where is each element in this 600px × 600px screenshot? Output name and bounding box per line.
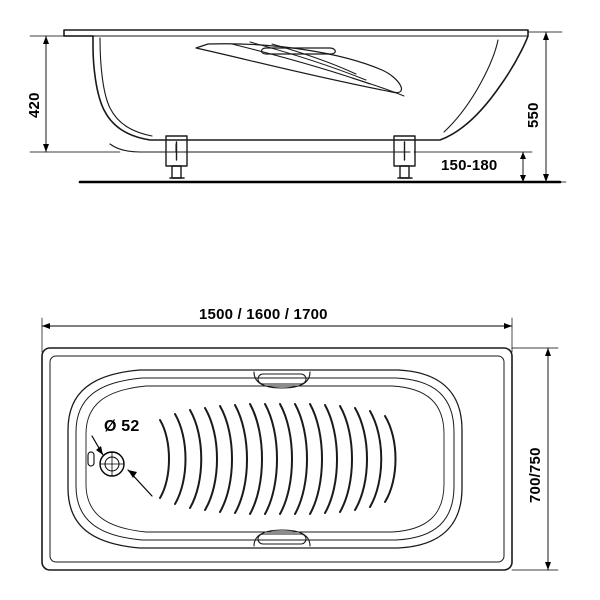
- anti-slip-pattern: [160, 404, 396, 514]
- dimension-label-height-inner: 420: [26, 92, 43, 118]
- dimension-420: [30, 36, 120, 152]
- tub-right-wall-inner: [444, 40, 498, 132]
- dimension-label-height-overall: 550: [525, 102, 542, 128]
- tub-outer-profile: [64, 30, 528, 140]
- top-plan-view: [42, 318, 558, 570]
- dimension-label-length: 1500 / 1600 / 1700: [199, 306, 328, 323]
- dimension-length: [42, 318, 512, 352]
- overflow-plate-top: [258, 374, 306, 384]
- dimension-label-width: 700/750: [527, 447, 544, 503]
- overflow-slot: [88, 452, 94, 466]
- tub-left-wall-inner: [100, 38, 152, 136]
- tub-bowl-mid: [76, 378, 454, 540]
- drain-hole: [100, 452, 124, 476]
- interior-contour-2: [232, 44, 370, 84]
- tub-bowl-outer: [68, 370, 462, 548]
- dimension-label-drain-diameter: Ø 52: [104, 418, 140, 435]
- interior-contour-1: [196, 44, 401, 93]
- tub-bowl-inner: [86, 386, 444, 532]
- support-leg-left: [166, 136, 187, 178]
- interior-contour-5: [352, 78, 404, 96]
- support-leg-right: [394, 136, 415, 178]
- diameter-leader-lines: [92, 436, 152, 496]
- overflow-plate-bottom: [258, 534, 306, 544]
- dimension-label-leg-height: 150-180: [441, 157, 498, 174]
